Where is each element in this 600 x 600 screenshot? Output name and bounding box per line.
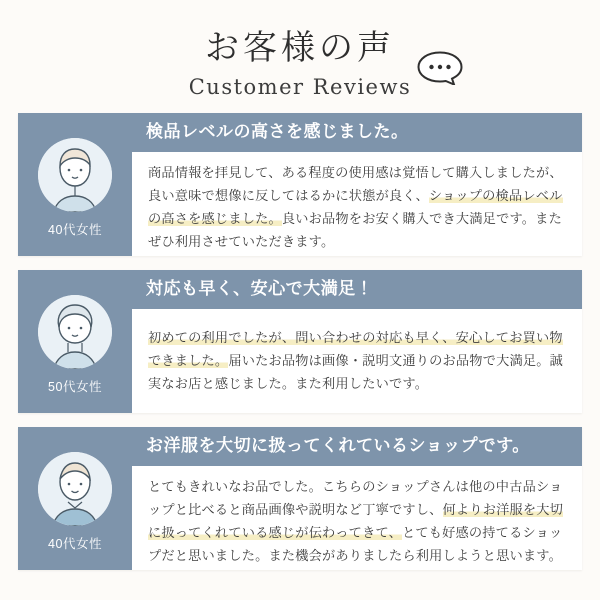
review-body	[132, 152, 582, 256]
review-body	[132, 309, 582, 403]
avatar	[38, 138, 112, 212]
review-body-pre: 商品情報を拝見して、ある程度の使用感は覚悟して購入しましたが、良い意味で想像に反してはるかに状態が良く、	[148, 165, 563, 204]
review-body-highlight: 何よりお洋服を大切に扱ってくれている感じが伝わってきて、	[148, 502, 564, 540]
review-body-pre: とてもきれいなお品でした。こちらのショップさんは他の中古品ショップと比べると商品画像や説明など丁寧ですし、	[148, 479, 563, 518]
review-profile	[18, 427, 132, 570]
woman-avatar-icon	[38, 295, 112, 369]
review-body-post: とても好感の持てるショップだと思いました。また機会がありましたら利用しようと思います。	[148, 524, 563, 563]
reviewer-age: 50代女性	[48, 379, 102, 394]
reviewer-age: 40代女性	[48, 536, 102, 551]
review-body-highlight: 初めての利用でしたが、問い合わせの対応も早く、安心してお買い物できました。	[148, 330, 563, 369]
review-content	[132, 270, 582, 413]
review-content	[132, 113, 582, 256]
review-heading: 検品レベルの高さを感じました。	[132, 113, 582, 152]
review-profile	[18, 270, 132, 413]
page-header	[18, 0, 582, 99]
page-subtitle: Customer Reviews	[188, 75, 412, 99]
review-body-post: 良いお品物をお安く購入でき大満足です。またぜひ利用させていただきます。	[148, 210, 562, 249]
woman-avatar-icon	[38, 452, 112, 526]
review-body-highlight: ショップの検品レベルの高さを感じました。	[148, 188, 563, 226]
review-card	[18, 113, 582, 256]
page-title: お客様の声	[205, 28, 395, 68]
woman-avatar-icon	[38, 138, 112, 212]
review-content	[132, 427, 582, 570]
review-card	[18, 427, 582, 570]
page-subtitle-wrap	[189, 75, 412, 99]
reviewer-age: 40代女性	[48, 222, 102, 237]
review-profile	[18, 113, 132, 256]
review-heading: お洋服を大切に扱ってくれているショップです。	[132, 427, 582, 466]
avatar	[38, 452, 112, 526]
review-body-post: 届いたお品物は画像・説明文通りのお品物で大満足。誠実なお店と感じました。また利用したいです。	[148, 353, 564, 391]
review-body	[132, 466, 582, 570]
speech-bubble-icon	[417, 51, 463, 85]
avatar	[38, 295, 112, 369]
review-card	[18, 270, 582, 413]
review-heading: 対応も早く、安心で大満足！	[132, 270, 582, 309]
